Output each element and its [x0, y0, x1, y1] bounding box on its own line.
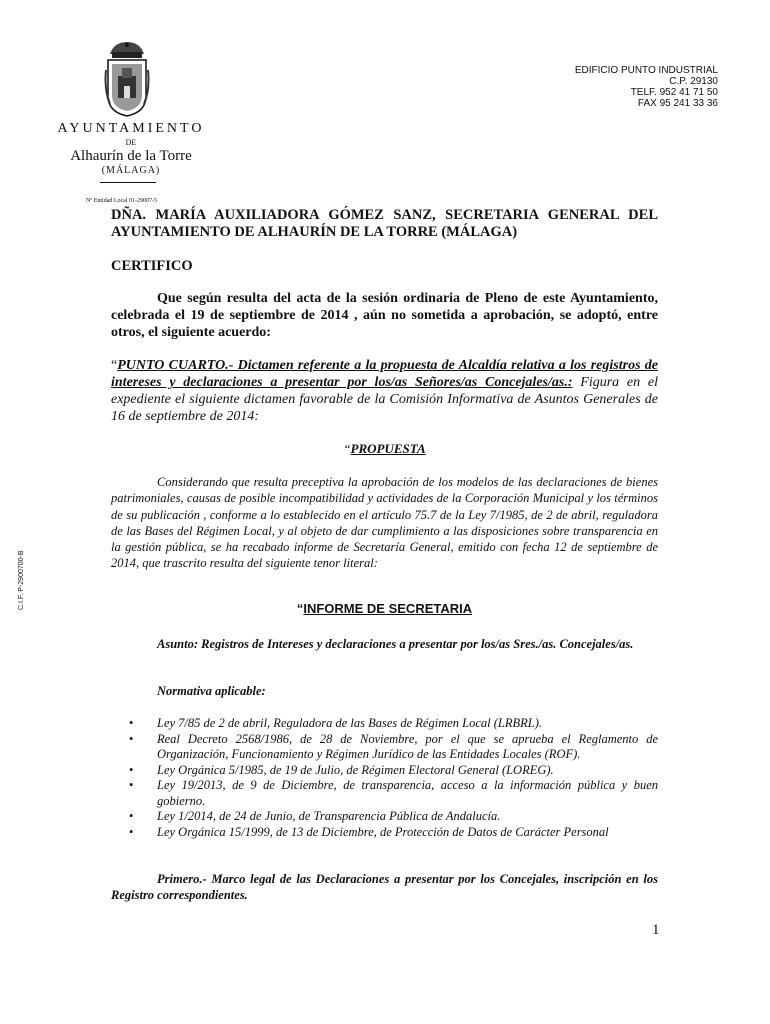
certifico-heading: CERTIFICO: [111, 258, 193, 274]
acta-paragraph: Que según resulta del acta de la sesión ordinaria de Pleno de este Ayuntamiento, celebrada el 19 de septiembre de 2014 , aún no sometida a aprobación, se adoptó, entre otros, el siguiente acuerdo:: [111, 291, 658, 340]
coat-of-arms-icon: [104, 40, 150, 118]
propuesta-quote: “: [343, 441, 351, 456]
list-item-text: Ley 19/2013, de 9 de Diciembre, de transparencia, acceso a la información pública y buen gobierno.: [157, 778, 658, 808]
list-item-text: Real Decreto 2568/1986, de 28 de Noviembre, por el que se aprueba el Reglamento de Organización, Funcionamiento y Régimen Jurídico de las Entidades Locales (ROF).: [157, 731, 658, 761]
list-item: [111, 825, 658, 841]
primero-paragraph: Primero.- Marco legal de las Declaraciones a presentar por los Concejales, inscripción en los Registro correspondientes.: [111, 872, 658, 903]
list-item-text: Ley Orgánica 15/1999, de 13 de Diciembre, de Protección de Datos de Carácter Personal: [157, 824, 609, 839]
normativa-heading: Normativa aplicable:: [157, 684, 266, 698]
informe-label: INFORME DE SECRETARIA: [303, 601, 473, 616]
list-item-text: Ley 1/2014, de 24 de Junio, de Transparencia Pública de Andalucía.: [157, 809, 501, 823]
bullet: •: [129, 716, 134, 730]
bullet: •: [129, 762, 134, 777]
list-item: [111, 763, 658, 779]
list-item: [111, 716, 658, 732]
cif-number: C.I.F. P-2900700-B: [18, 550, 25, 610]
bullet: •: [129, 824, 134, 839]
bullet: •: [129, 809, 134, 823]
cif-margin: [18, 540, 28, 610]
list-item-text: Ley Orgánica 5/1985, de 19 de Julio, de Régimen Electoral General (LOREG).: [157, 762, 554, 777]
bullet: •: [129, 731, 134, 746]
informe-heading: [111, 601, 658, 616]
header-divider: [100, 182, 156, 183]
considerando-paragraph: Considerando que resulta preceptiva la aprobación de los modelos de las declaraciones de bienes patrimoniales, causas de posible incompatibilidad y actividades de la Corporación Municipal y los términos de su publicación , conforme a lo establecido en el artículo 75.7 de la Ley 7/1985, de 2 de abril, reguladora de las Bases del Régimen Local, y al objeto de dar cumplimiento a las disposiciones sobre transparencia en la gestión pública, se ha recabado informe de Secretaría General, emitido con fecha 12 de septiembre de 2014, que trascrito resulta del siguiente tenor literal:: [111, 475, 658, 571]
page-number: 1: [652, 922, 660, 938]
propuesta-label: PROPUESTA: [350, 441, 426, 456]
address-line: FAX 95 241 33 36: [637, 98, 718, 109]
address-line: EDIFICIO PUNTO INDUSTRIAL: [574, 65, 718, 76]
informe-quote: “: [296, 601, 304, 616]
town-name: Alhaurín de la Torre: [70, 148, 192, 164]
punto-cuarto-paragraph: [111, 357, 658, 425]
punto-cuarto-title: PUNTO CUARTO.- Dictamen referente a la propuesta de Alcaldía relativa a los registros de intereses y declaraciones a presentar por los/as Señores/as Concejales/as.:: [111, 358, 658, 390]
propuesta-heading: [111, 441, 658, 457]
list-item: [111, 809, 658, 825]
list-item-text: Ley 7/85 de 2 de abril, Reguladora de las Bases de Régimen Local (LRBRL).: [157, 716, 543, 730]
bullet: •: [129, 778, 134, 792]
province-name: (MÁLAGA): [101, 165, 161, 176]
list-item: [111, 732, 658, 763]
normativa-list: [111, 716, 658, 840]
ayuntamiento-de: DE: [125, 138, 137, 147]
address-block: [575, 65, 718, 109]
entidad-local-number: Nº Entidad Local 01-29007-5: [86, 198, 158, 204]
punto-open-quote: “: [111, 358, 118, 373]
address-line: C.P. 29130: [669, 76, 718, 87]
intro-paragraph: DÑA. MARÍA AUXILIADORA GÓMEZ SANZ, SECRETARIA GENERAL DEL AYUNTAMIENTO DE ALHAURÍN DE LA TORRE (MÁLAGA): [111, 207, 658, 240]
ayuntamiento-heading: AYUNTAMIENTO: [57, 121, 205, 136]
asunto-paragraph: Asunto: Registros de Intereses y declaraciones a presentar por los/as Sres./as. Concejales/as.: [157, 637, 634, 651]
address-line: TELF. 952 41 71 50: [630, 87, 718, 98]
punto-cuarto-text: Figura en el expediente el siguiente dictamen favorable de la Comisión Informativa de Asuntos Generales de 16 de septiembre de 2014:: [111, 375, 658, 424]
list-item: [111, 778, 658, 809]
